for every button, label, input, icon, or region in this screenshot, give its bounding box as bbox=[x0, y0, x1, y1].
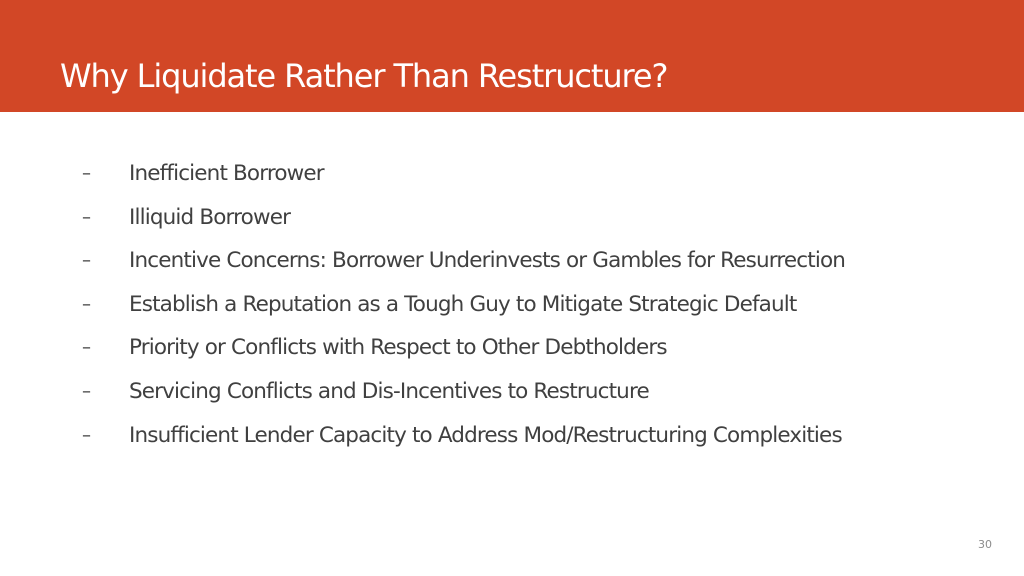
title-bar bbox=[0, 0, 1024, 112]
bullet-text: Insufficient Lender Capacity to Address Mod/Restructuring Complexities bbox=[129, 422, 842, 448]
slide-title: Why Liquidate Rather Than Restructure? bbox=[60, 57, 668, 95]
page-number: 30 bbox=[978, 538, 992, 551]
bullet-text: Servicing Conflicts and Dis-Incentives to Restructure bbox=[129, 378, 649, 404]
bullet-dash: – bbox=[82, 380, 91, 402]
bullet-dash: – bbox=[82, 250, 91, 272]
bullet-text: Priority or Conflicts with Respect to Other Debtholders bbox=[129, 335, 667, 361]
bullet-dash: – bbox=[82, 206, 91, 228]
bullet-dash: – bbox=[82, 424, 91, 446]
bullet-dash: – bbox=[82, 337, 91, 359]
bullet-text: Incentive Concerns: Borrower Underinvests or Gambles for Resurrection bbox=[129, 248, 846, 274]
bullet-text: Inefficient Borrower bbox=[129, 161, 324, 186]
bullet-text: Establish a Reputation as a Tough Guy to Mitigate Strategic Default bbox=[129, 291, 797, 317]
bullet-text: Illiquid Borrower bbox=[129, 204, 291, 230]
bullet-dash: – bbox=[82, 163, 91, 184]
bullet-dash: – bbox=[82, 293, 91, 315]
